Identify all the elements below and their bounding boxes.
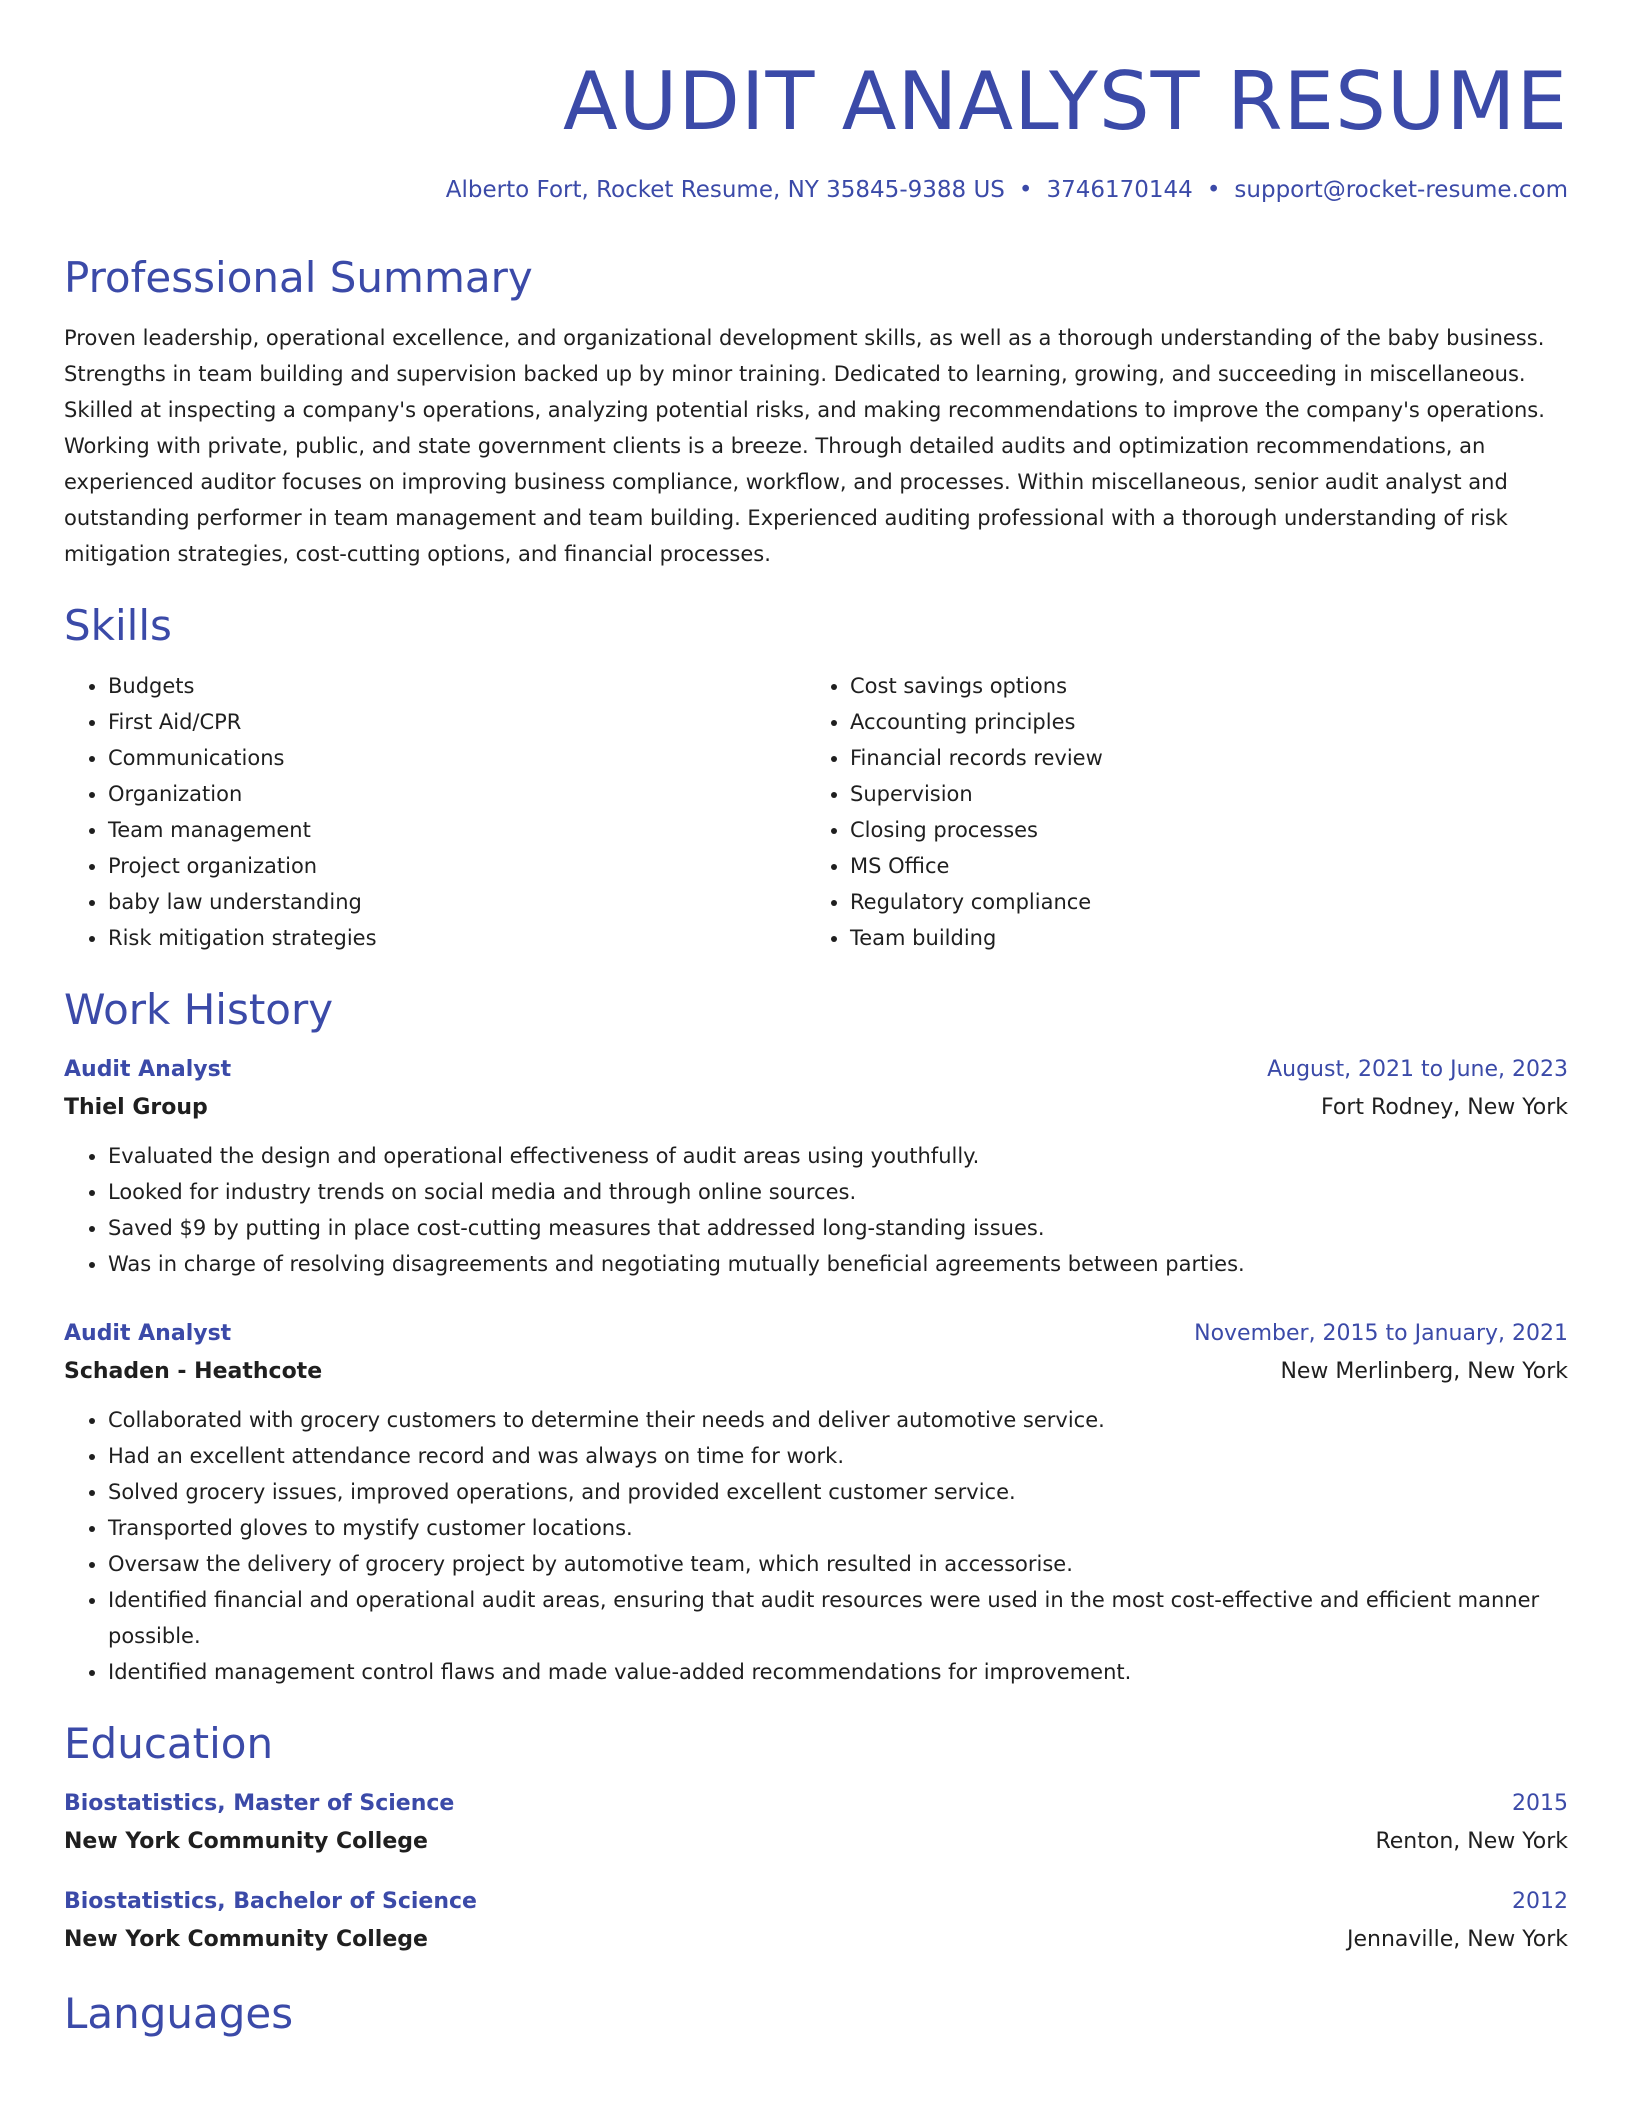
job-bullet: • Saved $9 by putting in place cost-cutting measures that addressed long-standing issues. bbox=[108, 1210, 1568, 1246]
job-bullets bbox=[64, 1138, 1568, 1282]
job-role: Audit Analyst bbox=[64, 1321, 232, 1346]
job-entry bbox=[64, 1052, 1568, 1282]
resume-page bbox=[64, 0, 1568, 2042]
skills-column-left bbox=[64, 668, 806, 956]
job-bullet: • Was in charge of resolving disagreements and negotiating mutually beneficial agreements between parties. bbox=[108, 1246, 1568, 1282]
skill-item: • Cost savings options bbox=[850, 668, 1548, 704]
summary-text: Proven leadership, operational excellence, and organizational development skills, as well as a thorough understanding of the baby business. Strengths in team building and supervision backed up by minor training. Dedicated to learning, growing, and succeeding in miscellaneous. Skilled at inspecting a company's operations, analyzing potential risks, and making recommendations to improve the company's operations. Working with private, public, and state government clients is a breeze. Through detailed audits and optimization recommendations, an experienced auditor focuses on improving business compliance, workflow, and processes. Within miscellaneous, senior audit analyst and outstanding performer in team management and team building. Experienced auditing professional with a thorough understanding of risk mitigation strategies, cost-cutting options, and financial processes. bbox=[64, 326, 1545, 566]
education-heading: Education bbox=[64, 1719, 274, 1768]
skill-item: • Accounting principles bbox=[850, 704, 1548, 740]
skill-item: • Team building bbox=[850, 920, 1548, 956]
skill-item: • Budgets bbox=[108, 668, 806, 704]
job-bullet: • Identified management control flaws and made value-added recommendations for improvement. bbox=[108, 1654, 1568, 1690]
job-bullet: • Solved grocery issues, improved operations, and provided excellent customer service. bbox=[108, 1474, 1568, 1510]
job-bullets bbox=[64, 1402, 1568, 1690]
resume-title: AUDIT ANALYST RESUME bbox=[563, 55, 1568, 148]
job-bullet: • Oversaw the delivery of grocery project by automotive team, which resulted in accessorise. bbox=[108, 1546, 1568, 1582]
job-bullet: • Identified financial and operational audit areas, ensuring that audit resources were used in the most cost-effective and efficient manner possible. bbox=[108, 1582, 1568, 1654]
job-location: Fort Rodney, New York bbox=[1321, 1095, 1568, 1120]
job-dates: August, 2021 to June, 2023 bbox=[1267, 1057, 1568, 1082]
skill-item: • First Aid/CPR bbox=[108, 704, 806, 740]
education-year: 2015 bbox=[1512, 1791, 1568, 1816]
education-degree: Biostatistics, Bachelor of Science bbox=[64, 1889, 477, 1914]
languages-heading: Languages bbox=[64, 1989, 294, 2038]
job-entry bbox=[64, 1316, 1568, 1690]
skills-list bbox=[64, 668, 1568, 956]
job-bullet: • Collaborated with grocery customers to determine their needs and deliver automotive service. bbox=[108, 1402, 1568, 1438]
skill-item: • Project organization bbox=[108, 848, 806, 884]
skill-item: • Communications bbox=[108, 740, 806, 776]
education-location: Jennaville, New York bbox=[1346, 1927, 1568, 1952]
summary-heading: Professional Summary bbox=[64, 253, 533, 302]
job-bullet: • Had an excellent attendance record and was always on time for work. bbox=[108, 1438, 1568, 1474]
education-location: Renton, New York bbox=[1375, 1829, 1568, 1854]
job-location: New Merlinberg, New York bbox=[1280, 1359, 1568, 1384]
job-bullet: • Looked for industry trends on social media and through online sources. bbox=[108, 1174, 1568, 1210]
skill-item: • Closing processes bbox=[850, 812, 1548, 848]
education-school: New York Community College bbox=[64, 1829, 428, 1854]
skill-item: • Supervision bbox=[850, 776, 1548, 812]
education-degree: Biostatistics, Master of Science bbox=[64, 1791, 455, 1816]
contact-phone: 3746170144 bbox=[1046, 177, 1193, 203]
job-bullet: • Transported gloves to mystify customer locations. bbox=[108, 1510, 1568, 1546]
education-entry bbox=[64, 1786, 1568, 1862]
job-role: Audit Analyst bbox=[64, 1057, 232, 1082]
skill-item: • MS Office bbox=[850, 848, 1548, 884]
contact-line bbox=[64, 174, 1568, 206]
contact-email: support@rocket-resume.com bbox=[1234, 177, 1568, 203]
skill-item: • Team management bbox=[108, 812, 806, 848]
skills-column-right bbox=[806, 668, 1548, 956]
skill-item: • Risk mitigation strategies bbox=[108, 920, 806, 956]
contact-separator: • bbox=[1206, 177, 1221, 203]
skills-heading: Skills bbox=[64, 601, 172, 650]
job-bullet: • Evaluated the design and operational effectiveness of audit areas using youthfully. bbox=[108, 1138, 1568, 1174]
job-dates: November, 2015 to January, 2021 bbox=[1194, 1321, 1568, 1346]
skill-item: • Financial records review bbox=[850, 740, 1548, 776]
job-company: Schaden - Heathcote bbox=[64, 1359, 323, 1384]
skill-item: • Regulatory compliance bbox=[850, 884, 1548, 920]
work-history-heading: Work History bbox=[64, 985, 334, 1034]
contact-separator: • bbox=[1018, 177, 1033, 203]
skill-item: • Organization bbox=[108, 776, 806, 812]
education-entry bbox=[64, 1884, 1568, 1960]
job-company: Thiel Group bbox=[64, 1095, 208, 1120]
education-school: New York Community College bbox=[64, 1927, 428, 1952]
education-year: 2012 bbox=[1512, 1889, 1568, 1914]
contact-address: Alberto Fort, Rocket Resume, NY 35845-9388 US bbox=[445, 177, 1005, 203]
skill-item: • baby law understanding bbox=[108, 884, 806, 920]
